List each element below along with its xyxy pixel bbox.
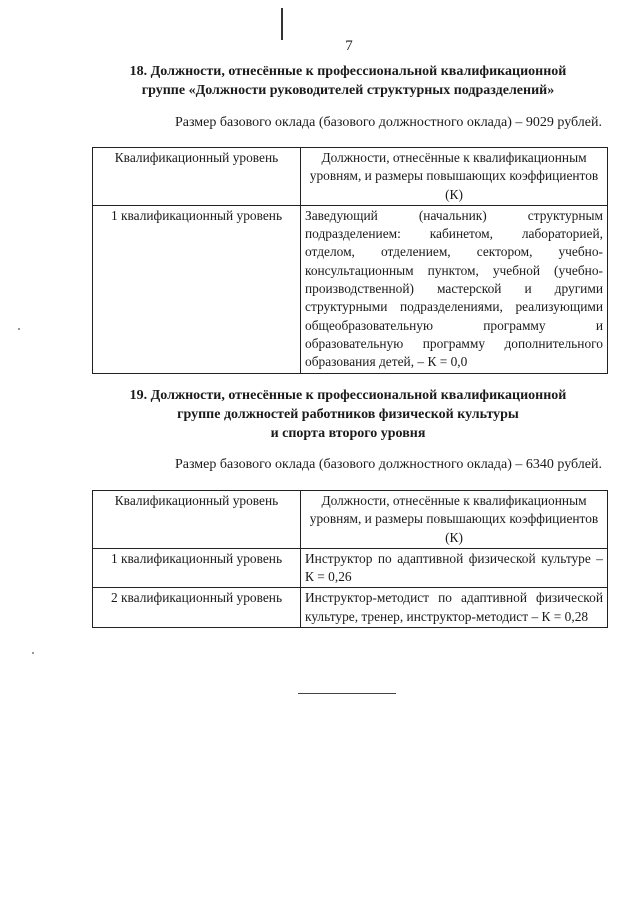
positions-cell: Инструктор-методист по адаптивной физической культуре, тренер, инструктор-методист – К = 0,28 xyxy=(301,588,608,628)
header-positions-cell: Должности, отнесённые к квалификационным уровням, и размеры повышающих коэффициентов (К) xyxy=(301,491,608,549)
section-19-heading-line-2: группе должностей работников физической культуры xyxy=(177,407,519,422)
positions-cell: Заведующий (начальник) структурным подразделением: кабинетом, лабораторией, отделом, отделением, сектором, учебно-консультационным пунктом, учебной (учебно-производственной) мастерской и другими структурными подразделениями, реализующими общеобразовательную программу и образовательную программу дополнительного образования детей, – К = 0,0 xyxy=(301,205,608,373)
section-19-heading-line-1: 19. Должности, отнесённые к профессиональной квалификационной xyxy=(129,388,567,403)
level-cell: 1 квалификационный уровень xyxy=(93,205,301,373)
level-cell: 1 квалификационный уровень xyxy=(93,548,301,588)
header-level-cell: Квалификационный уровень xyxy=(93,148,301,206)
section-18-heading xyxy=(86,62,610,100)
header-level-cell: Квалификационный уровень xyxy=(93,491,301,549)
scan-artifact-mark xyxy=(281,8,283,40)
section-18-salary: Размер базового оклада (базового должностного оклада) – 9029 рублей. xyxy=(174,115,602,130)
table-header-row xyxy=(93,148,608,206)
table-row xyxy=(93,588,608,628)
positions-cell: Инструктор по адаптивной физической культуре – К = 0,26 xyxy=(301,548,608,588)
level-cell: 2 квалификационный уровень xyxy=(93,588,301,628)
header-positions-cell: Должности, отнесённые к квалификационным уровням, и размеры повышающих коэффициентов (К) xyxy=(301,148,608,206)
section-18-table xyxy=(92,147,608,374)
scan-speck xyxy=(32,652,34,654)
closing-divider-line xyxy=(298,693,396,694)
section-18-heading-line-1: 18. Должности, отнесённые к профессиональной квалификационной xyxy=(129,64,567,79)
section-19-salary: Размер базового оклада (базового должностного оклада) – 6340 рублей. xyxy=(174,457,602,472)
table-row xyxy=(93,548,608,588)
table-header-row xyxy=(93,491,608,549)
page-number: 7 xyxy=(345,38,353,54)
scan-speck xyxy=(18,328,20,330)
section-18-heading-line-2: группе «Должности руководителей структурных подразделений» xyxy=(141,83,555,98)
table-row xyxy=(93,205,608,373)
section-19-heading xyxy=(86,386,610,443)
section-19-table xyxy=(92,490,608,628)
section-19-heading-line-3: и спорта второго уровня xyxy=(270,426,426,441)
